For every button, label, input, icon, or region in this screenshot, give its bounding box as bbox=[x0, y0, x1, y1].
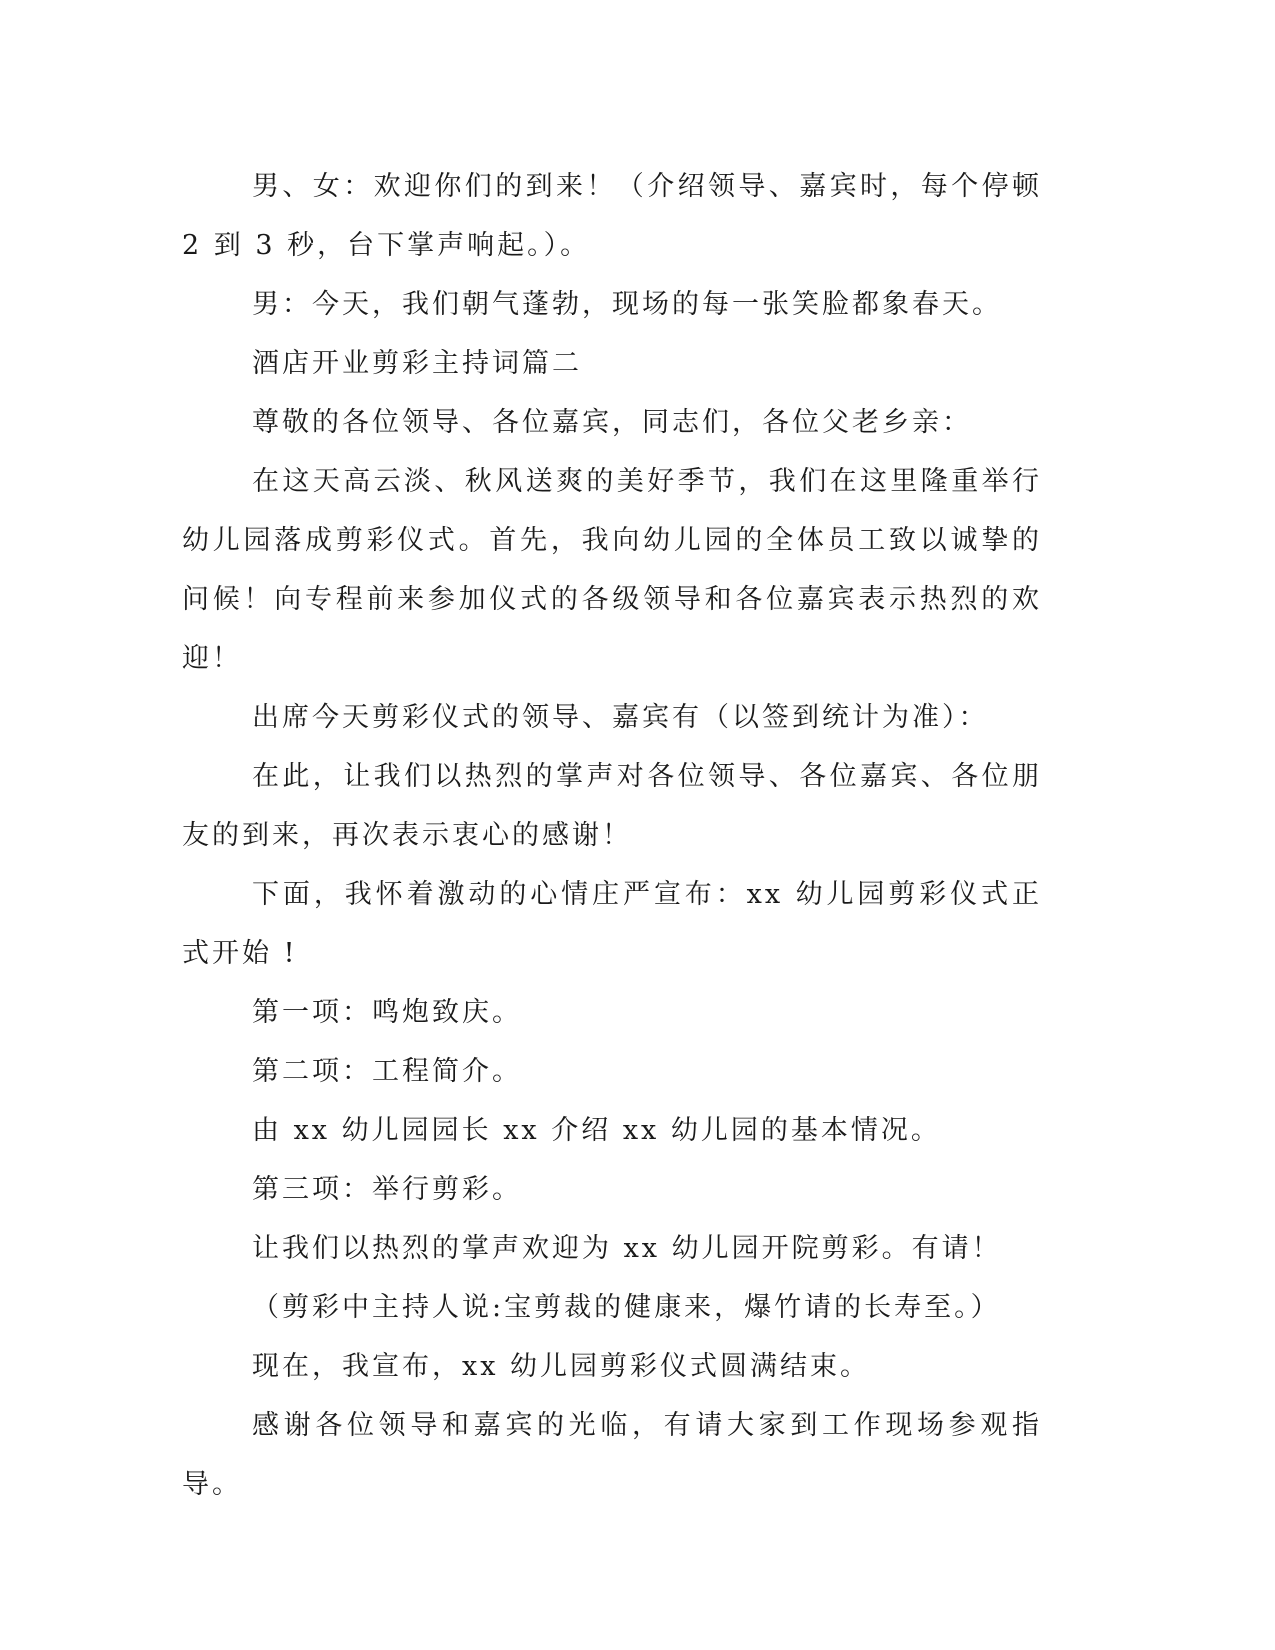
paragraph: （剪彩中主持人说:宝剪裁的健康来，爆竹请的长寿至。） bbox=[252, 1292, 1001, 1323]
paragraph: 让我们以热烈的掌声欢迎为 xx 幼儿园开院剪彩。有请！ bbox=[252, 1233, 1002, 1264]
document-body bbox=[182, 157, 1042, 1514]
paragraph: 在这天高云淡、秋风送爽的美好季节，我们在这里隆重举行幼儿园落成剪彩仪式。首先，我向幼儿园的全体员工致以诚挚的问候！向专程前来参加仪式的各级领导和各位嘉宾表示热烈的欢迎！ bbox=[182, 466, 1042, 674]
paragraph: 第一项：鸣炮致庆。 bbox=[252, 997, 522, 1028]
paragraph: 下面，我怀着激动的心情庄严宣布：xx 幼儿园剪彩仪式正式开始 ! bbox=[182, 879, 1042, 969]
paragraph: 出席今天剪彩仪式的领导、嘉宾有（以签到统计为准）： bbox=[252, 702, 989, 733]
paragraph: 感谢各位领导和嘉宾的光临，有请大家到工作现场参观指导。 bbox=[182, 1410, 1042, 1500]
section-heading: 酒店开业剪彩主持词篇二 bbox=[252, 348, 582, 379]
paragraph: 第三项：举行剪彩。 bbox=[252, 1174, 522, 1205]
paragraph: 男：今天，我们朝气蓬勃，现场的每一张笑脸都象春天。 bbox=[252, 289, 1002, 320]
paragraph: 由 xx 幼儿园园长 xx 介绍 xx 幼儿园的基本情况。 bbox=[252, 1115, 941, 1146]
paragraph: 第二项：工程简介。 bbox=[252, 1056, 522, 1087]
paragraph: 男、女：欢迎你们的到来！（介绍领导、嘉宾时，每个停顿 2 到 3 秒，台下掌声响起。）。 bbox=[182, 171, 1042, 261]
paragraph: 在此，让我们以热烈的掌声对各位领导、各位嘉宾、各位朋友的到来，再次表示衷心的感谢！ bbox=[182, 761, 1042, 851]
paragraph: 现在，我宣布，xx 幼儿园剪彩仪式圆满结束。 bbox=[252, 1351, 871, 1382]
paragraph: 尊敬的各位领导、各位嘉宾，同志们，各位父老乡亲： bbox=[252, 407, 972, 438]
